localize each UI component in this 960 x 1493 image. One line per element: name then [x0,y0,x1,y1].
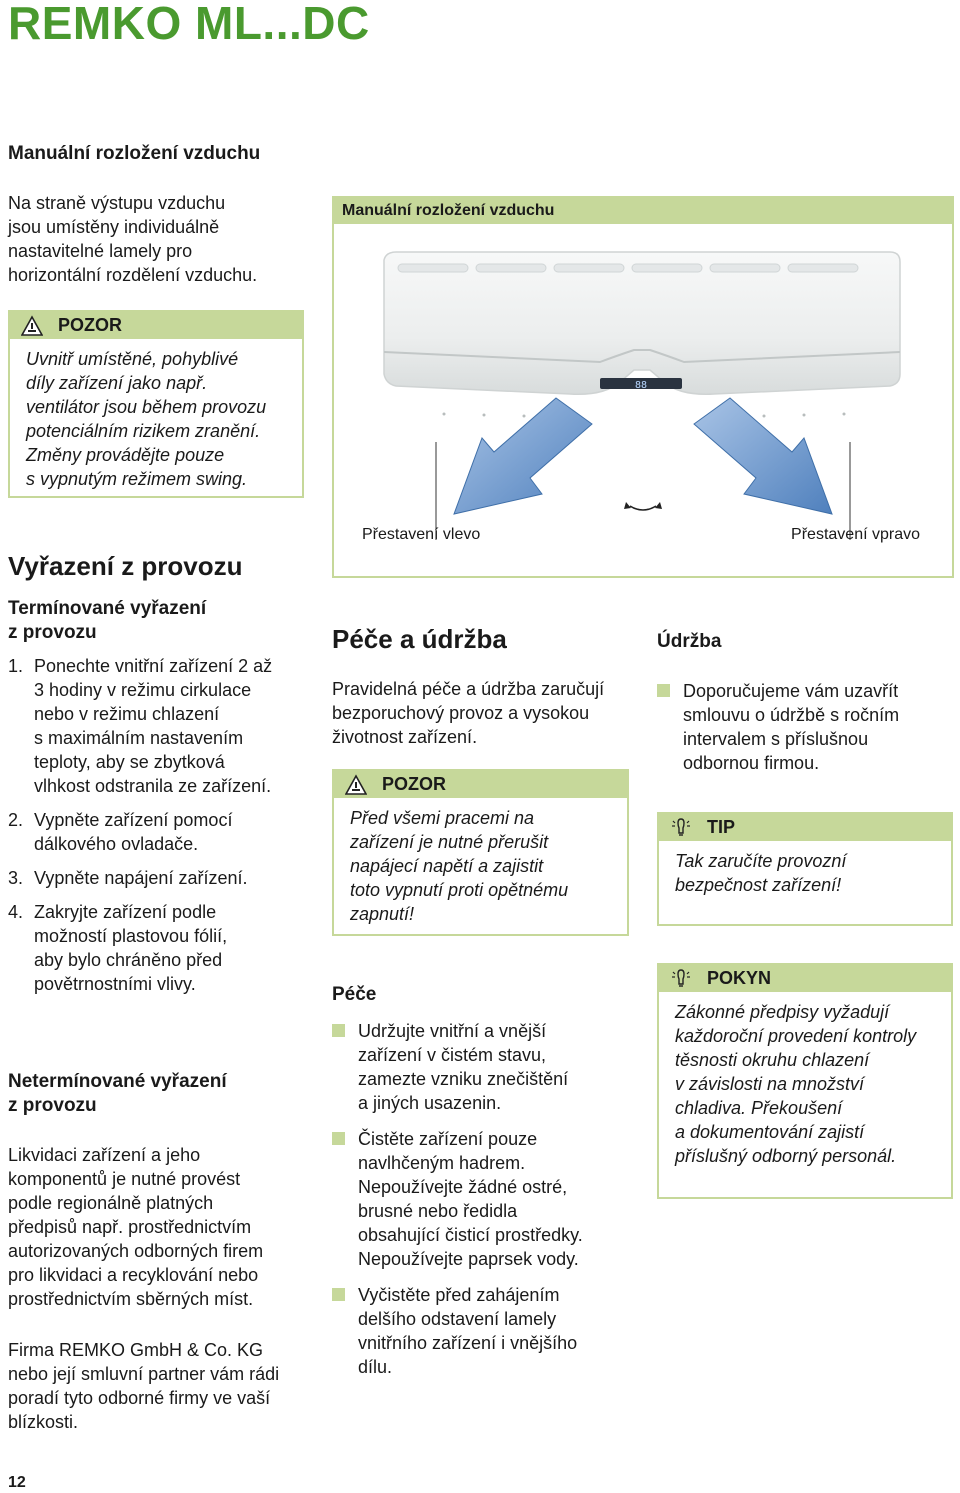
disposal-paragraph: Likvidaci zařízení a jeho komponentů je nutné provést podle regionálně platných předpisů např. prostřednictvím autorizovaných odborných firem pro likvidaci a recyklování nebo prostřednictvím sběrných míst. [8,1145,264,1309]
tip-text: Tak zaručíte provozní bezpečnost zařízení! [675,851,847,895]
unit-display-readout: 88 [634,380,648,391]
note-label: POKYN [707,968,772,988]
note-box-header [659,965,951,992]
manual-airflow-text: Na straně výstupu vzduchu jsou umístěny individuálně nastavitelné lamely pro horizontální rozdělení vzduchu. [8,193,258,285]
bullet-square-icon [332,1288,345,1301]
care-heading: Péče a údržba [332,624,507,654]
tip-box [657,812,953,926]
list-item: Doporučujeme vám uzavřít smlouvu o údržbě s ročním intervalem s příslušnou odbornou firmou. [657,679,953,775]
warning-box-header [10,312,302,339]
bullet-square-icon [332,1132,345,1145]
scheduled-decommission-heading: Termínované vyřazení z provozu [8,598,207,643]
airflow-figure [332,196,954,578]
warning-text: Před všemi pracemi na zařízení je nutné přerušit napájecí napětí a zajistit toto vypnutí proti opětnému zapnutí! [350,808,569,924]
step-item: 3. Vypněte napájení zařízení. [8,868,248,888]
warning-label: POZOR [58,315,123,335]
unscheduled-decommission-heading: Netermínované vyřazení z provozu [8,1071,227,1116]
page-number: 12 [8,1474,26,1491]
step-item: 2. Vypněte zařízení pomocí dálkového ovladače. [8,810,233,854]
figure-title: Manuální rozložení vzduchu [334,198,952,224]
bullet-square-icon [332,1024,345,1037]
remko-partner-paragraph: Firma REMKO GmbH & Co. KG nebo její smluvní partner vám rádi poradí tyto odborné firmy ve vaší blízkosti. [8,1340,280,1432]
warning-box-header [334,771,627,798]
note-box [657,963,953,1199]
care-subheading: Péče [332,984,377,1005]
list-item: Čistěte zařízení pouze navlhčeným hadrem. Nepoužívejte žádné ostré, brusné nebo ředidla obsahující čisticí prostředky. Nepoužívejte paprsek vody. [332,1127,632,1271]
care-list [332,1019,632,1391]
tip-label: TIP [707,817,736,837]
warning-icon [344,773,368,797]
air-conditioner-illustration [334,224,952,576]
list-item: Udržujte vnitřní a vnější zařízení v čistém stavu, zamezte vzniku znečištění a jiných usazenin. [332,1019,632,1115]
maintenance-list [657,679,953,787]
lightbulb-icon [669,816,693,840]
care-intro: Pravidelná péče a údržba zaručují bezporuchový provoz a vysokou životnost zařízení. [332,679,605,747]
document-title: REMKO ML...DC [8,0,370,49]
label-adjust-right: Přestavení vpravo [791,526,920,543]
warning-box-swing [8,310,304,498]
note-text: Zákonné předpisy vyžadují každoroční provedení kontroly těsnosti okruhu chlazení v závislosti na množství chladiva. Překoušení a dokumentování zajistí příslušný odborný personál. [675,1002,917,1166]
warning-box-power [332,769,629,936]
scheduled-steps [8,654,318,1006]
manual-airflow-heading: Manuální rozložení vzduchu [8,143,261,164]
list-item: Vyčistěte před zahájením delšího odstavení lamely vnitřního zařízení i vnějšího dílu. [332,1283,632,1379]
maintenance-heading: Údržba [657,631,722,652]
step-item: 1. Ponechte vnitřní zařízení 2 až 3 hodiny v režimu cirkulace nebo v režimu chlazení s maximálním nastavením teploty, aby se zbytková vlhkost odstranila ze zařízení. [8,656,273,796]
bullet-square-icon [657,684,670,697]
warning-label: POZOR [382,774,447,794]
warning-text: Uvnitř umístěné, pohyblivé díly zařízení jako např. ventilátor jsou během provozu potenciálním rizikem zranění. Změny provádějte pouze s vypnutým režimem swing. [26,349,267,489]
swing-icon [624,502,662,510]
label-adjust-left: Přestavení vlevo [362,526,481,543]
tip-box-header [659,814,951,841]
decommission-heading: Vyřazení z provozu [8,551,243,581]
step-item: 4. Zakryjte zařízení podle možností plastovou fólií, aby bylo chráněno před povětrnostními vlivy. [8,902,228,994]
warning-icon [20,314,44,338]
lightbulb-icon [669,967,693,991]
